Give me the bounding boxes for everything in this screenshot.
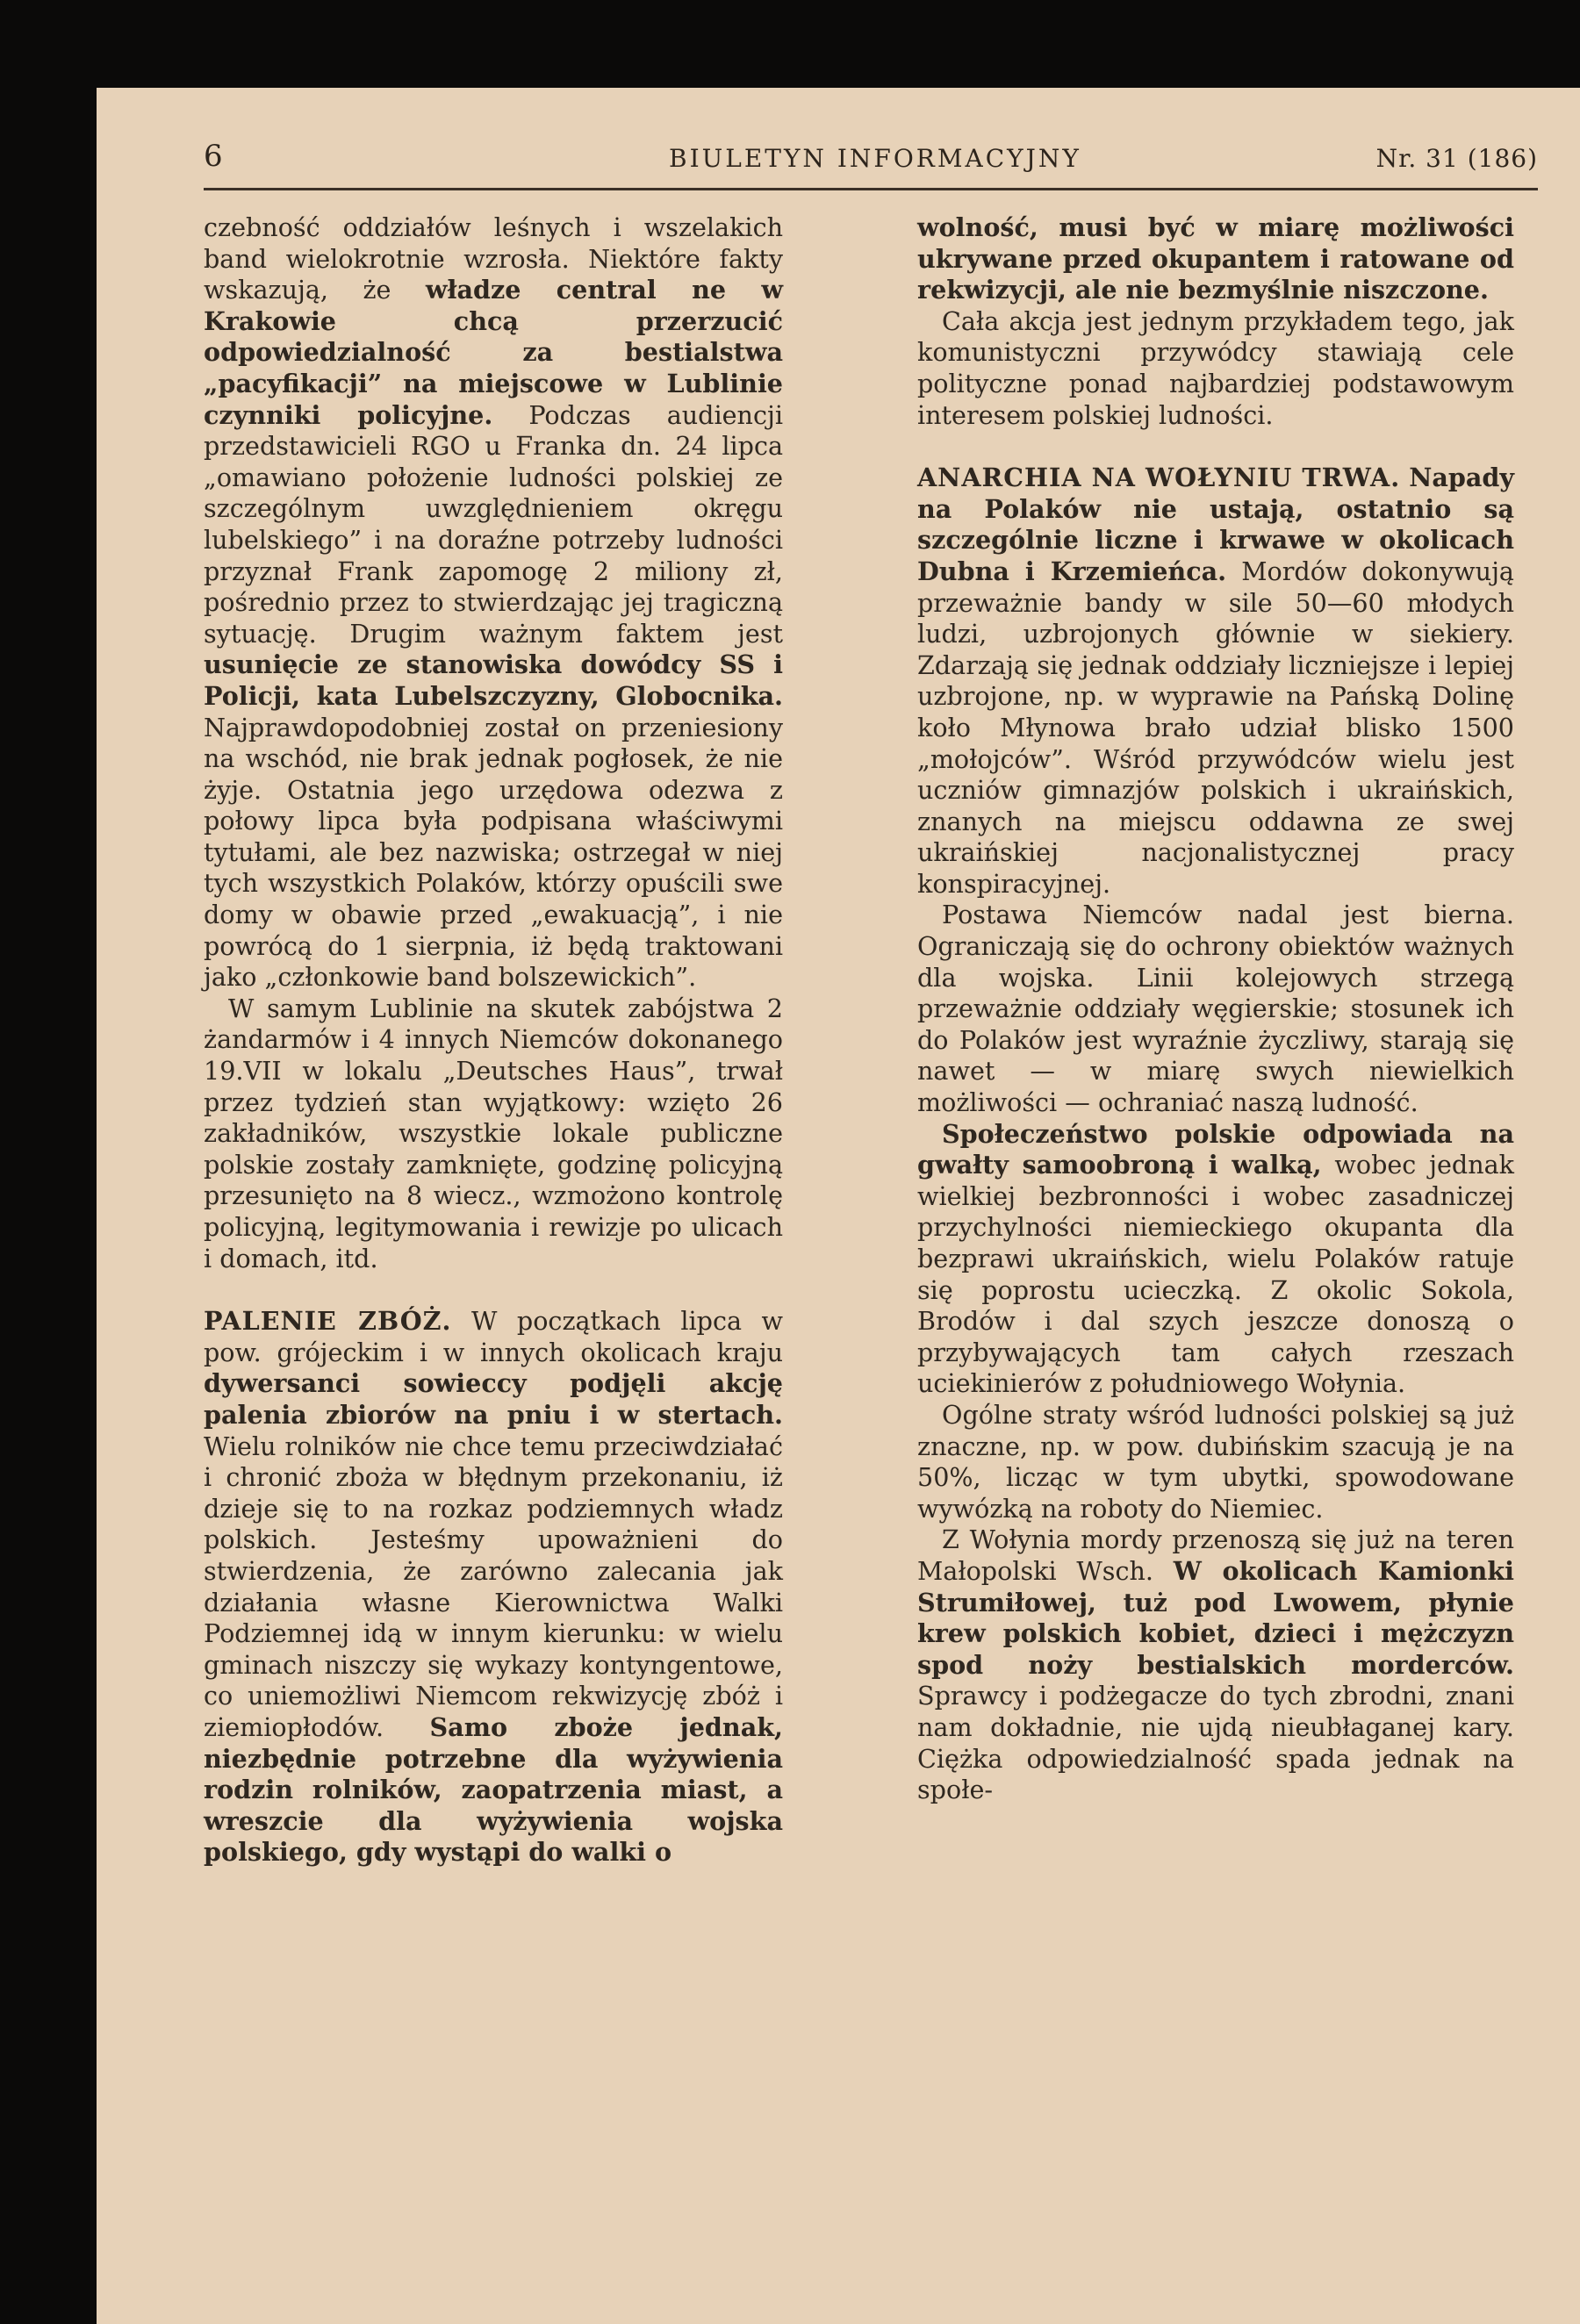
page-header <box>204 139 1538 188</box>
right-column <box>917 212 1514 2055</box>
paragraph: wolność, musi być w miarę możliwości ukrywane przed okupantem i ratowane od rekwizycji, ale nie bezmyślnie niszczone. <box>917 212 1514 305</box>
page-number: 6 <box>204 139 223 174</box>
header-rule <box>204 188 1538 190</box>
issue-number: Nr. 31 (186) <box>1375 144 1538 173</box>
section-heading: PALENIE ZBÓŻ. <box>204 1306 452 1337</box>
paragraph: Postawa Niemców nadal jest bierna. Ograniczają się do ochrony obiektów ważnych dla wojska. Linii kolejowych strzegą przeważnie oddziały węgierskie; stosunek ich do Polaków jest wyraźnie życzliwy, starają się nawet — w miarę swych niewielkich możliwości — ochraniać naszą ludność. <box>917 900 1514 1118</box>
paragraph: czebność oddziałów leśnych i wszelakich band wielokrotnie wzrosła. Niektóre fakty wskazują, że władze central ne w Krakowie chcą przerzucić odpowiedzialność za bestialstwa „pacyfikacji” na miejscowe w Lublinie czynniki policyjne. Podczas audiencji przedstawicieli RGO u Franka dn. 24 lipca „omawiano położenie ludności polskiej ze szczególnym uwzględnieniem okręgu lubelskiego” i na doraźne potrzeby ludności przyznał Frank zapomogę 2 miliony zł, pośrednio przez to stwierdzając jej tragiczną sytuację. Drugim ważnym faktem jest usunięcie ze stanowiska dowódcy SS i Policji, kata Lubelszczyzny, Globocnika. Najprawdopodobniej został on przeniesiony na wschód, nie brak jednak pogłosek, że nie żyje. Ostatnia jego urzędowa odezwa z połowy lipca była podpisana właściwymi tytułami, ale bez nazwiska; ostrzegał w niej tych wszystkich Polaków, którzy opuścili swe domy w obawie przed „ewakuacją”, i nie powrócą do 1 sierpnia, iż będą traktowani jako „członkowie band bolszewickich”. <box>204 212 783 993</box>
left-column <box>204 212 783 2055</box>
paragraph: Społeczeństwo polskie odpowiada na gwałty samoobroną i walką, wobec jednak wielkiej bezbronności i wobec zasadniczej przychylności niemieckiego okupanta dla bezprawi ukraińskich, wielu Polaków ratuje się poprostu ucieczką. Z okolic Sokola, Brodów i dal szych jeszcze donoszą o przybywających tam całych rzeszach uciekinierów z południowego Wołynia. <box>917 1118 1514 1399</box>
section-paragraph: PALENIE ZBÓŻ. W początkach lipca w pow. grójeckim i w innych okolicach kraju dywersanci sowieccy podjęli akcję palenia zbiorów na pniu i w stertach. Wielu rolników nie chce temu przeciwdziałać i chronić zboża w błędnym przekonaniu, iż dzieje się to na rozkaz podziemnych władz polskich. Jesteśmy upoważnieni do stwierdzenia, że zarówno zalecania jak działania własne Kierownictwa Walki Podziemnej idą w innym kierunku: w wielu gminach niszczy się wykazy kontyngentowe, co uniemożliwi Niemcom rekwizycję zbóż i ziemiopłodów. Samo zboże jednak, niezbędnie potrzebne dla wyżywienia rodzin rolników, zaopatrzenia miast, a wreszcie dla wyżywienia wojska polskiego, gdy wystąpi do walki o <box>204 1306 783 1868</box>
section-heading: ANARCHIA NA WOŁYNIU TRWA. <box>917 463 1401 493</box>
paragraph: Ogólne straty wśród ludności polskiej są już znaczne, np. w pow. dubińskim szacują je na 50%, licząc w tym ubytki, spowodowane wywózką na roboty do Niemiec. <box>917 1399 1514 1524</box>
paragraph: Z Wołynia mordy przenoszą się już na teren Małopolski Wsch. W okolicach Kamionki Strumiłowej, tuż pod Lwowem, płynie krew polskich kobiet, dzieci i mężczyzn spod noży bestialskich morderców. Sprawcy i podżegacze do tych zbrodni, znani nam dokładnie, nie ujdą nieubłaganej kary. Ciężka odpowiedzialność spada jednak na społe- <box>917 1524 1514 1805</box>
paragraph: W samym Lublinie na skutek zabójstwa 2 żandarmów i 4 innych Niemców dokonanego 19.VII w lokalu „Deutsches Haus”, trwał przez tydzień stan wyjątkowy: wzięto 26 zakładników, wszystkie lokale publiczne polskie zostały zamknięte, godzinę policyjną przesunięto na 8 wiecz., wzmożono kontrolę policyjną, legitymowania i rewizje po ulicach i domach, itd. <box>204 993 783 1273</box>
paragraph: Cała akcja jest jednym przykładem tego, jak komunistyczni przywódcy stawiają cele polityczne ponad najbardziej podstawowym interesem polskiej ludności. <box>917 305 1514 430</box>
section-paragraph: ANARCHIA NA WOŁYNIU TRWA. Napady na Polaków nie ustają, ostatnio są szczególnie liczne i krwawe w okolicach Dubna i Krzemieńca. Mordów dokonywują przeważnie bandy w sile 50—60 młodych ludzi, uzbrojonych głównie w siekiery. Zdarzają się jednak oddziały liczniejsze i lepiej uzbrojone, np. w wyprawie na Pańską Dolinę koło Młynowa brało udział blisko 1500 „mołojców”. Wśród przywódców wielu jest uczniów gimnazjów polskich i ukraińskich, znanych na miejscu oddawna ze swej ukraińskiej nacjonalistycznej pracy konspiracyjnej. <box>917 463 1515 899</box>
page-title: BIULETYN INFORMACYJNY <box>669 144 1081 173</box>
